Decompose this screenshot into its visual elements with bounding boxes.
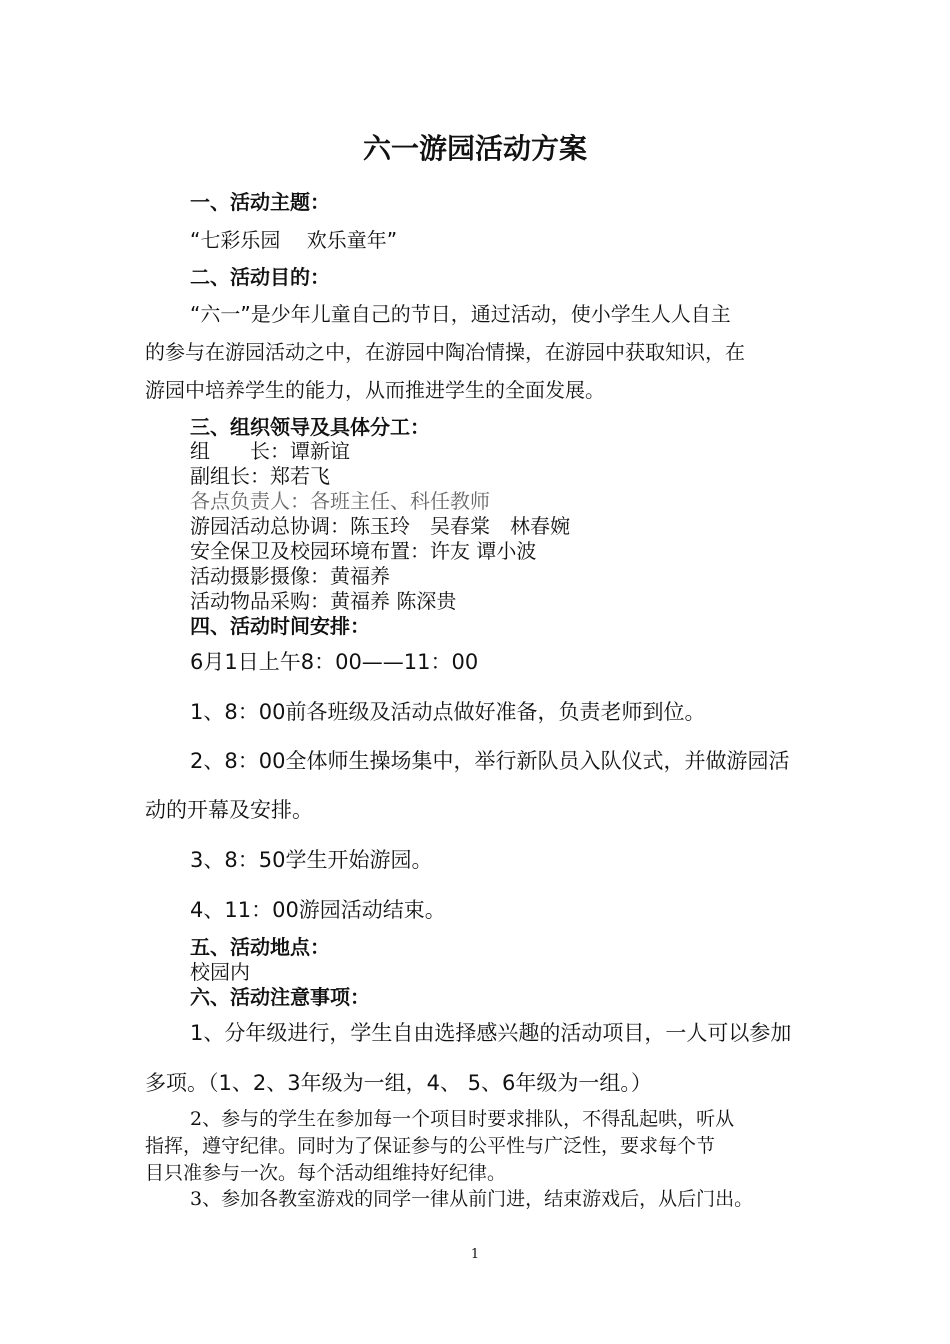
schedule-line: 3、8：50学生开始游园。 <box>190 848 433 872</box>
section-heading-organization: 三、组织领导及具体分工： <box>190 415 430 439</box>
notes-line: 多项。（1、2、3年级为一组，4、 5、6年级为一组。） <box>145 1071 652 1095</box>
organization-line: 游园活动总协调：陈玉玲 吴春棠 林春婉 <box>190 514 570 538</box>
organization-line: 组 长：谭新谊 <box>190 439 350 463</box>
section-heading-location: 五、活动地点： <box>190 935 330 959</box>
section-heading-purpose: 二、活动目的： <box>190 265 330 289</box>
schedule-line: 2、8：00全体师生操场集中，举行新队员入队仪式，并做游园活 <box>190 749 790 773</box>
purpose-line: 的参与在游园活动之中，在游园中陶冶情操，在游园中获取知识，在 <box>145 340 745 364</box>
page-number: 1 <box>470 1247 480 1262</box>
notes-line: 3、参加各教室游戏的同学一律从前门进，结束游戏后，从后门出。 <box>190 1188 754 1210</box>
schedule-line: 4、11：00游园活动结束。 <box>190 898 446 922</box>
organization-line: 安全保卫及校园环境布置：许友 谭小波 <box>190 539 537 563</box>
organization-line: 活动物品采购：黄福养 陈深贵 <box>190 589 457 613</box>
schedule-line: 动的开幕及安排。 <box>145 798 313 822</box>
organization-line: 副组长：郑若飞 <box>190 464 330 488</box>
organization-line: 各点负责人：各班主任、科任教师 <box>190 489 490 513</box>
location-text: 校园内 <box>190 960 250 984</box>
notes-line: 目只准参与一次。每个活动组维持好纪律。 <box>145 1162 507 1184</box>
notes-line: 1、分年级进行，学生自由选择感兴趣的活动项目，一人可以参加 <box>190 1021 792 1045</box>
notes-line: 2、参与的学生在参加每一个项目时要求排队，不得乱起哄，听从 <box>190 1108 735 1130</box>
purpose-line: 游园中培养学生的能力，从而推进学生的全面发展。 <box>145 378 605 402</box>
theme-text: “七彩乐园 欢乐童年” <box>190 228 398 252</box>
organization-line: 活动摄影摄像：黄福养 <box>190 564 390 588</box>
section-heading-notes: 六、活动注意事项： <box>190 985 370 1009</box>
section-heading-schedule: 四、活动时间安排： <box>190 614 370 638</box>
section-heading-theme: 一、活动主题： <box>190 190 330 214</box>
schedule-line: 6月1日上午8：00——11：00 <box>190 650 479 674</box>
schedule-line: 1、8：00前各班级及活动点做好准备，负责老师到位。 <box>190 700 706 724</box>
purpose-line: “六一”是少年儿童自己的节日，通过活动，使小学生人人自主 <box>190 302 731 326</box>
page-title: 六一游园活动方案 <box>362 132 587 165</box>
notes-line: 指挥，遵守纪律。同时为了保证参与的公平性与广泛性，要求每个节 <box>145 1135 716 1157</box>
